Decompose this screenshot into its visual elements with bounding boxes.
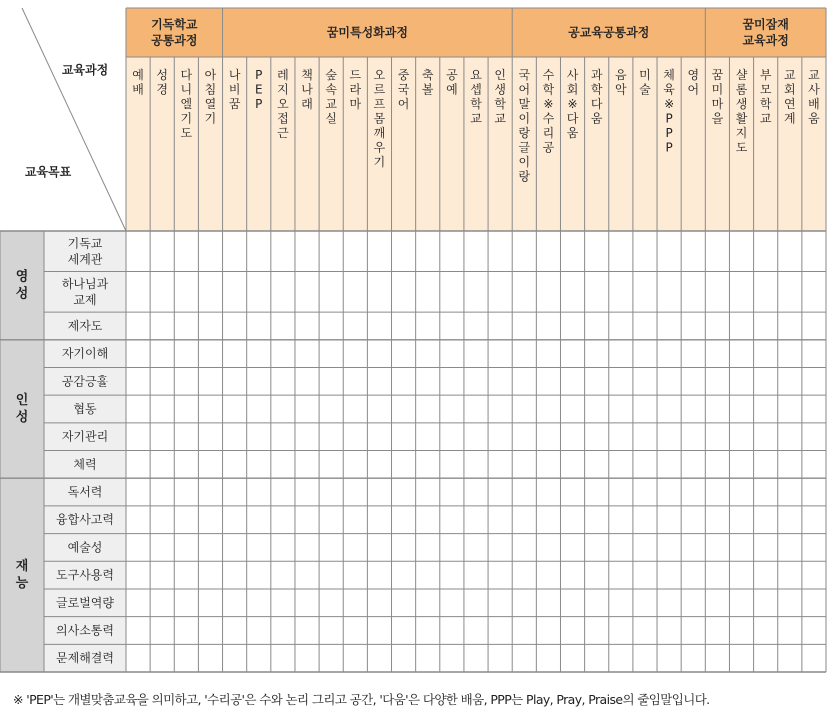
- category-label: 영 성: [15, 269, 29, 302]
- subject-header-23: 체 육 ※ P P P: [663, 68, 675, 155]
- subject-header-26: 샬 롬 생 활 지 도: [735, 68, 748, 155]
- goal-row-label: 독서력: [67, 485, 103, 500]
- corner-diagonal: [22, 8, 126, 231]
- subject-header-13: 축 볼: [421, 68, 434, 97]
- subject-header-12: 중 국 어: [397, 68, 410, 111]
- goal-row-label: 자기이해: [61, 346, 109, 361]
- goal-row-label: 글로벌역량: [56, 595, 114, 610]
- subject-header-2: 성 경: [156, 68, 169, 97]
- subject-header-22: 미 술: [639, 68, 651, 97]
- subject-header-8: 책 나 래: [301, 68, 313, 111]
- subject-header-14: 공 예: [446, 68, 458, 97]
- subject-header-5: 나 비 꿈: [228, 68, 241, 111]
- goal-row-label: 융합사고력: [56, 512, 114, 527]
- footnote: ※ 'PEP'는 개별맞춤교육을 의미하고, '수리공'은 수와 논리 그리고 공간, '다움'은 다양한 배움, PPP는 Play, Pray, Praise의 줄임말입니다.: [13, 692, 710, 707]
- goal-row-label: 협동: [73, 402, 97, 417]
- goal-row-label: 자기관리: [61, 429, 109, 444]
- goal-row-label: 도구사용력: [56, 568, 114, 583]
- corner-label-curriculum: 교육과정: [61, 63, 109, 77]
- group-header-label: 기독학교 공통과정: [151, 17, 198, 48]
- subject-header-11: 오 르 프 몸 깨 우 기: [373, 68, 386, 169]
- category-cell: [0, 340, 44, 478]
- subject-header-18: 수 학 ※ 수 리 공: [542, 68, 555, 155]
- corner-label-goals: 교육목표: [24, 165, 72, 179]
- goal-row-label: 하나님과 교제: [61, 276, 109, 307]
- subject-header-27: 부 모 학 교: [759, 68, 772, 126]
- subject-header-19: 사 회 ※ 다 움: [566, 68, 579, 140]
- subject-header-24: 영 어: [687, 68, 700, 97]
- goal-row-label: 문제해결력: [56, 651, 114, 666]
- category-cell: [0, 478, 44, 672]
- goal-row-label: 예술성: [67, 540, 103, 555]
- goal-row-label: 기독교 세계관: [67, 236, 103, 267]
- goal-row-label: 제자도: [67, 318, 103, 333]
- goal-row-label: 체력: [73, 457, 97, 472]
- subject-header-4: 아 침 열 기: [204, 68, 217, 126]
- category-label: 인 성: [15, 393, 29, 426]
- subject-header-17: 국 어 말 이 랑 글 이 랑: [518, 68, 531, 184]
- group-header-label: 꿈미특성화과정: [326, 25, 408, 40]
- subject-header-28: 교 회 연 계: [783, 68, 796, 126]
- category-label: 재 능: [15, 559, 29, 592]
- subject-header-20: 과 학 다 움: [590, 68, 603, 126]
- subject-header-16: 인 생 학 교: [494, 68, 506, 126]
- group-header-cell: [126, 8, 223, 57]
- subject-header-15: 요 셉 학 교: [470, 68, 482, 126]
- subject-header-1: 예 배: [132, 68, 144, 97]
- subject-header-29: 교 사 배 움: [808, 68, 820, 126]
- goal-row-label: 의사소통력: [56, 623, 114, 638]
- subject-header-9: 숲 속 교 실: [325, 68, 337, 126]
- subject-header-21: 음 악: [615, 68, 627, 97]
- subject-header-6: P E P: [254, 68, 263, 111]
- goal-row-label: 공감긍휼: [61, 374, 109, 389]
- subject-header-3: 다 니 엘 기 도: [180, 68, 193, 140]
- subject-header-7: 레 지 오 접 근: [277, 68, 289, 140]
- category-cell: [0, 231, 44, 340]
- group-header-label: 공교육공통과정: [568, 25, 650, 40]
- group-header-cell: [705, 8, 826, 57]
- subject-header-25: 꿈 미 마 을: [711, 68, 724, 126]
- group-header-label: 꿈미잠재 교육과정: [742, 17, 789, 48]
- subject-header-10: 드 라 마: [349, 68, 362, 111]
